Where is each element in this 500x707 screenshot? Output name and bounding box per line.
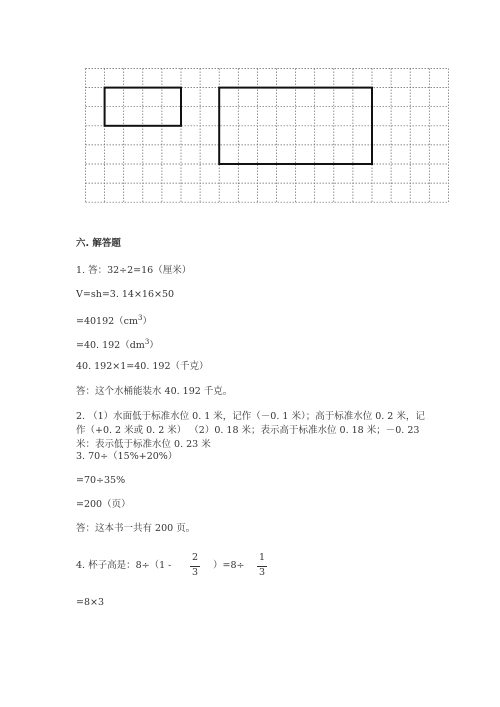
answer-2-line-2: 作（+0. 2 米或 0. 2 米） （2）0. 18 米；表示高于标准水位 0. 18 米；－0. 23 — [76, 425, 420, 436]
fraction-1-denominator: 3 — [191, 567, 199, 578]
answer-4-line-2: =8×3 — [76, 597, 105, 608]
fraction-2-numerator: 1 — [258, 552, 266, 563]
answer-1-line-1: 1. 答：32÷2=16（厘米） — [76, 265, 192, 276]
answer-3-line-3: =200（页） — [76, 499, 131, 510]
answer-1-line-2: V=sh=3. 14×16×50 — [76, 289, 175, 300]
answer-1-line-4 — [76, 336, 159, 352]
answer-1-conclusion: 答：这个水桶能装水 40. 192 千克。 — [76, 386, 233, 397]
answer-4-line-1-part-b: ）=8÷ — [213, 560, 245, 571]
answer-1-line-3 — [76, 312, 152, 328]
line-3-superscript: 3 — [138, 314, 143, 322]
answer-1-line-5: 40. 192×1=40. 192（千克） — [76, 361, 209, 372]
grid-figure — [85, 68, 460, 212]
line-3-text: =40192（cm — [76, 316, 139, 328]
fraction-2-denominator: 3 — [258, 567, 266, 578]
fraction-1-numerator: 2 — [191, 552, 199, 563]
answer-3-conclusion: 答：这本书一共有 200 页。 — [76, 523, 196, 534]
line-4-end: ） — [149, 340, 159, 352]
answer-3-line-1: 3. 70÷（15%+20%） — [76, 451, 178, 462]
line-4-text: =40. 192（dm — [76, 340, 145, 352]
answer-4-line-1-part-a: 4. 杯子高是：8÷（1 - — [76, 560, 172, 571]
answer-2-line-1: 2. （1）水面低于标准水位 0. 1 米，记作（－0. 1 米）；高于标准水位 0. 2 米，记 — [76, 411, 425, 422]
answer-3-line-2: =70÷35% — [76, 475, 126, 486]
line-3-end: ） — [142, 316, 152, 328]
answer-2-line-3: 米：表示低于标准水位 0. 23 米 — [76, 439, 211, 450]
dotted-grid — [85, 68, 460, 208]
line-4-superscript: 3 — [144, 338, 150, 346]
section-title: 六. 解答题 — [76, 238, 121, 249]
